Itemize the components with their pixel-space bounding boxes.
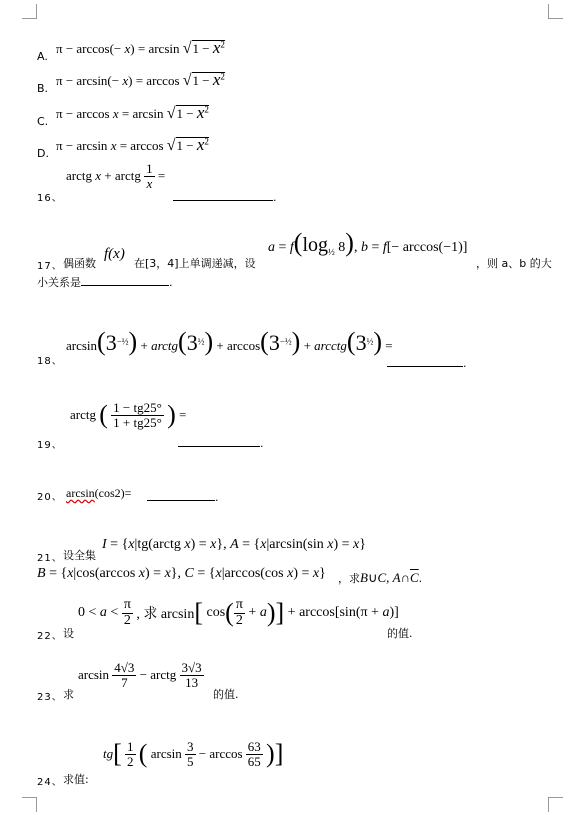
question-17-condition: $a = f(\log_{\frac{1}{2}}$ 8), b = f[− arccos(−1)] <box>268 228 468 257</box>
question-22-expr: 0 < a < $\frac{\pi}{2}$ , 求 arcsin[ cos( $\frac{\pi}{2}$ + a)] + arccos[sin(π + a)] <box>78 597 399 628</box>
question-17-line2: 小关系是 . <box>37 273 173 290</box>
question-21-text-a: 设全集 <box>63 549 96 562</box>
question-18-answer-blank[interactable]: . <box>387 352 467 371</box>
question-24-number: 24、 <box>37 777 63 788</box>
option-c-expr: $\pi - \arccos x = \arcsin √1 - x^2$ <box>56 103 209 122</box>
corner-mark-bottom-right <box>548 797 563 812</box>
corner-mark-bottom-left <box>22 797 37 812</box>
option-d-label: D. <box>37 147 49 160</box>
question-22-tail: 的值. <box>387 627 413 640</box>
option-b-label: B. <box>37 82 49 95</box>
question-17-text-a: 偶函数 <box>63 257 96 270</box>
question-22-number: 22、 <box>37 631 63 642</box>
question-20-number: 20、 <box>37 492 63 503</box>
question-16-expr: arctg x + arctg $\frac{1}{x}$ = <box>66 161 166 191</box>
question-18-number: 18、 <box>37 356 63 367</box>
option-b-expr: $\pi - \arcsin(- x) = \arccos √1 - x^2$ <box>56 70 225 89</box>
option-a-expr: $\pi - \arccos(- x) = \arcsin √1 - x^2$ <box>56 38 225 57</box>
question-23-tail: 的值. <box>213 688 239 701</box>
question-21-sets-line2: B = {x|cos(arccos x) = x}, C = {x|arccos(cos x) = x} <box>37 566 326 581</box>
question-19-expr: arctg ( $\frac{1 - tg25^\circ}{1 + tg25^\circ}$ ) = <box>70 399 187 430</box>
question-17-fx: f(x) <box>104 246 125 262</box>
question-21-sets-line1: I = {x|tg(arctg x) = x}, A = {x|arcsin(sin x) = x} <box>102 537 366 552</box>
question-23-expr: arcsin $\frac{4√3}{7}$ − arctg $\frac{3√3}{13}$ <box>78 660 202 690</box>
question-19-answer-blank[interactable]: . <box>178 432 264 451</box>
question-16-number: 16、 <box>37 193 63 204</box>
question-17-text-c: ，则 a、b 的大 <box>476 257 552 270</box>
corner-mark-top-right <box>548 4 563 19</box>
question-19-number: 19、 <box>37 440 63 451</box>
question-22-text-a: 设 <box>63 627 74 640</box>
option-a-label: A. <box>37 50 48 63</box>
question-18-expr: $\arcsin(3^{-\frac{1}{2}})$ + $arctg(3^{\frac{1}{2}}) + \arccos(3^{-\frac{1}{2}})$ + $arcctg(3^{\frac{1}{2}})$ = <box>66 327 393 356</box>
question-20-expr: arcsin(cos2)= <box>66 486 132 500</box>
question-24-expr: tg[ $\frac{1}{2}$ ( arcsin $\frac{3}{5}$ − arccos $\frac{63}{65}$ )] <box>103 738 284 769</box>
question-24-text-a: 求值: <box>63 773 89 786</box>
question-20-answer-blank[interactable]: . <box>147 486 219 505</box>
question-21-number: 21、 <box>37 553 63 564</box>
option-d-expr: $\pi - \arcsin x = \arccos √1 - x^2$ <box>56 135 209 154</box>
option-c-label: C. <box>37 115 49 128</box>
question-21-ask: ，求B∪C, $A\cap\overline{C}$. <box>338 570 423 585</box>
question-16-answer-blank[interactable]: . <box>173 186 277 205</box>
question-17-text-b: 在[3，4]上单调递减，设 <box>134 257 256 270</box>
question-17-number: 17、 <box>37 261 63 272</box>
question-23-text-a: 求 <box>63 688 74 701</box>
question-23-number: 23、 <box>37 692 63 703</box>
corner-mark-top-left <box>22 4 37 19</box>
